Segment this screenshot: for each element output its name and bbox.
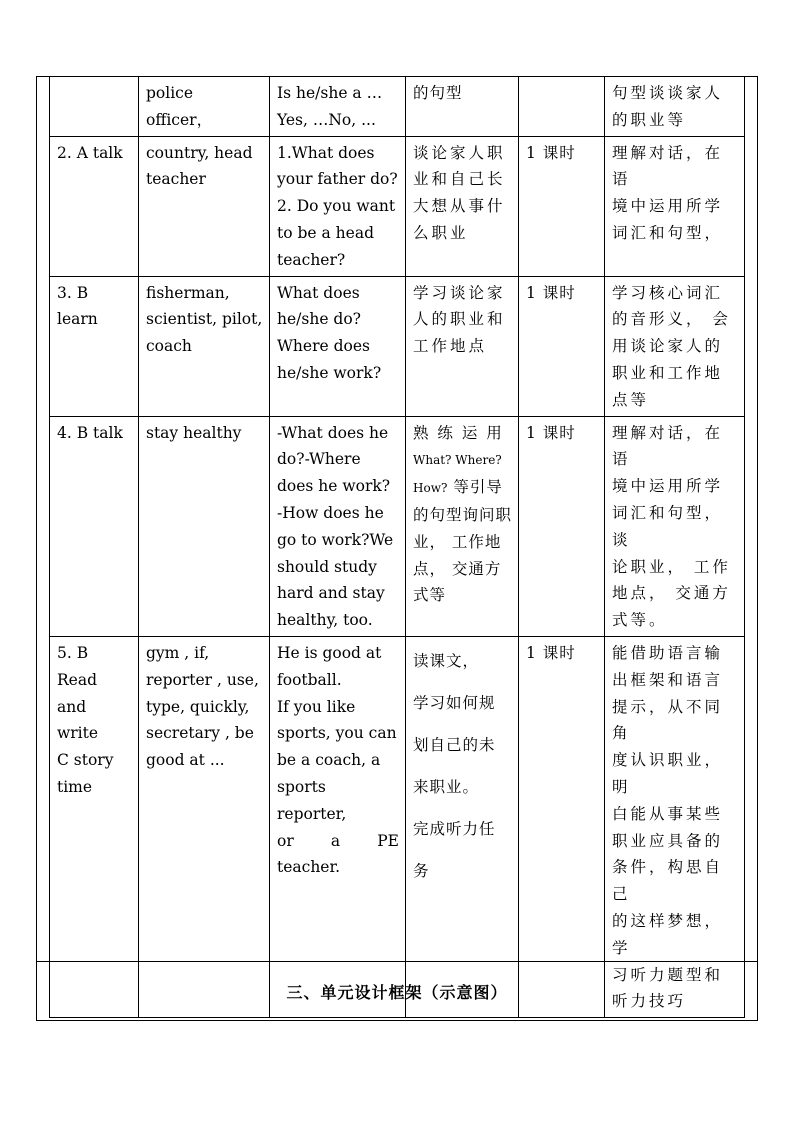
- vocab-cell: gym , if, reporter , use, type, quickly, secretary , be good at ...: [139, 636, 270, 1017]
- period-cell: 1 课时: [519, 276, 605, 416]
- section-heading: 三、单元设计框架（示意图）: [286, 982, 508, 1002]
- content-cell: 谈论家人职 业和自己长 大想从事什 么职业: [406, 136, 519, 276]
- content-cell: [406, 416, 519, 636]
- content-small-text: What? Where? How?: [413, 453, 502, 496]
- table-row: [50, 416, 745, 636]
- content-lead: 熟 练 运 用: [413, 423, 504, 442]
- page-frame: [36, 76, 758, 1021]
- content-line: 划自己的未: [413, 735, 496, 754]
- vocab-cell: country, head teacher: [139, 136, 270, 276]
- period-cell: [519, 77, 605, 137]
- vocab-cell: police officer，: [139, 77, 270, 137]
- goal-cell: 句型谈谈家人 的职业等: [605, 77, 745, 137]
- vocab-cell: fisherman, scientist, pilot, coach: [139, 276, 270, 416]
- content-line: 务: [413, 861, 430, 880]
- goal-cell: 能借助语言输 出框架和语言 提示，从不同角 度认识职业，明 白能从事某些 职业应具备的 条件，构思自己 的这样梦想，学 习听力题型和 听力技巧: [605, 636, 745, 1017]
- vocab-cell: stay healthy: [139, 416, 270, 636]
- sentences-cell: He is good at football. If you like sports, you can be a coach, a sports reporter, or a PE teacher.: [270, 636, 406, 1017]
- content-cell: 的句型: [406, 77, 519, 137]
- lesson-plan-table: [49, 76, 745, 1018]
- period-cell: 1 课时: [519, 416, 605, 636]
- goal-cell: 学习核心词汇 的音形义， 会 用谈论家人的 职业和工作地 点等: [605, 276, 745, 416]
- lesson-cell: 5. B Read and write C story time: [50, 636, 139, 1017]
- table-row: [50, 77, 745, 137]
- table-row: [50, 136, 745, 276]
- period-cell: 1 课时: [519, 636, 605, 1017]
- content-line: 读课文，: [413, 651, 480, 670]
- sentences-cell: What does he/she do? Where does he/she work?: [270, 276, 406, 416]
- content-rest: 等引导 的句型询问职 业， 工作地 点， 交通方 式等: [413, 478, 513, 605]
- content-line: 学习如何规: [413, 693, 496, 712]
- goal-cell: 理解对话，在语 境中运用所学 词汇和句型，谈 论职业， 工作 地点， 交通方 式等。: [605, 416, 745, 636]
- lesson-cell: 3. B learn: [50, 276, 139, 416]
- lesson-cell: 4. B talk: [50, 416, 139, 636]
- table-row: [50, 276, 745, 416]
- lesson-cell: [50, 77, 139, 137]
- lesson-cell: 2. A talk: [50, 136, 139, 276]
- content-line: 来职业。: [413, 777, 480, 796]
- section-heading-row: [37, 961, 757, 1021]
- content-cell: 学习谈论家 人的职业和 工作地点: [406, 276, 519, 416]
- sentences-cell: -What does he do?-Where does he work? -How does he go to work?We should study hard and stay healthy, too.: [270, 416, 406, 636]
- sentences-cell: Is he/she a … Yes, …No, ...: [270, 77, 406, 137]
- period-cell: 1 课时: [519, 136, 605, 276]
- sentences-cell: 1.What does your father do? 2. Do you want to be a head teacher?: [270, 136, 406, 276]
- goal-cell: 理解对话，在语 境中运用所学 词汇和句型，: [605, 136, 745, 276]
- content-line: 完成听力任: [413, 819, 496, 838]
